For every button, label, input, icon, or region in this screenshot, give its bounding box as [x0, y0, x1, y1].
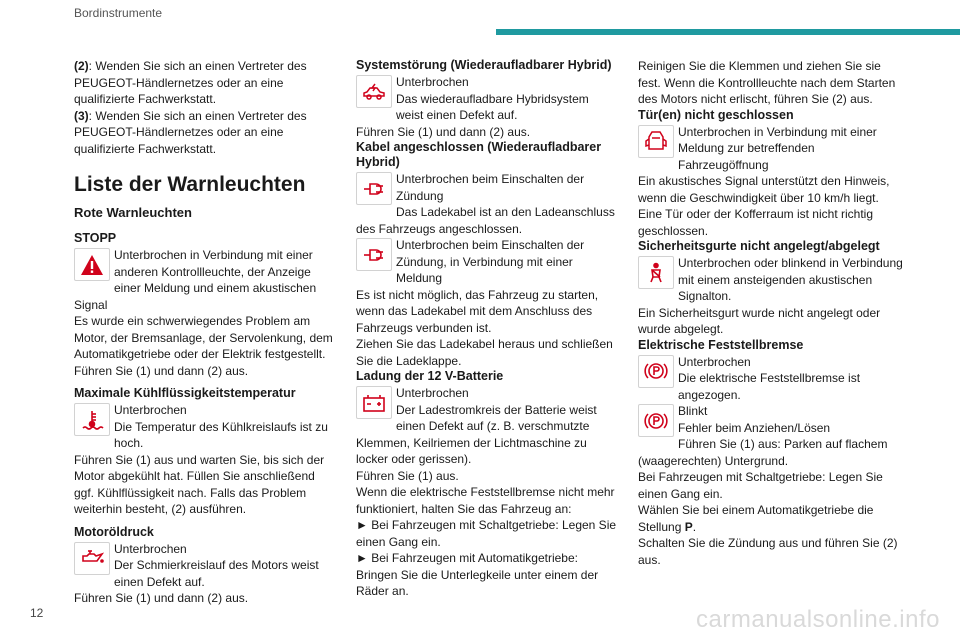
entry-status: Unterbrochen: [114, 403, 187, 417]
entry-desc: Das Ladekabel ist an den Ladeanschluss des Fahrzeugs angeschlossen.: [356, 205, 615, 236]
entry-desc: Die elektrische Feststellbremse ist angezogen.: [678, 371, 861, 402]
entry-title: Ladung der 12 V-Batterie: [356, 369, 504, 383]
oil-can-icon: [74, 542, 110, 575]
entry-action: Führen Sie (1) aus.: [356, 468, 459, 483]
entry-status: Unterbrochen oder blinkend in Verbindung mit einem ansteigenden akustischen Signalton.: [678, 256, 903, 303]
entry-coolant: [74, 386, 336, 518]
entry-battery: [356, 369, 618, 600]
entry-action: Wählen Sie bei einem Automatikgetriebe die Stellung P.: [638, 503, 874, 534]
warning-triangle-icon: [74, 248, 110, 281]
entry-status: Unterbrochen: [678, 354, 751, 369]
section-title: Liste der Warnleuchten: [74, 173, 306, 196]
header-accent-bar: [496, 29, 960, 35]
entry-status: Unterbrochen: [396, 386, 469, 400]
running-header: Bordinstrumente: [74, 6, 163, 20]
subsection-title: Rote Warnleuchten: [74, 205, 192, 220]
coolant-temperature-icon: [74, 403, 110, 436]
entry-status: Unterbrochen in Verbindung mit einer Meldung zur betreffenden Fahrzeugöffnung: [678, 124, 877, 172]
entry-action: Bei Fahrzeugen mit Schaltgetriebe: Legen Sie einen Gang ein.: [638, 470, 883, 501]
entry-status: Blinkt: [678, 404, 708, 418]
entry-action: Führen Sie (1) aus und warten Sie, bis sich der Motor abgekühlt hat. Füllen Sie anschließend ggf. Kühlflüssigkeit nach. Falls das Problem weiterhin besteht, (2) ausführen.: [74, 452, 325, 516]
parking-brake-icon: [638, 404, 674, 437]
entry-action: Ziehen Sie das Ladekabel heraus und schließen Sie die Ladeklappe.: [356, 337, 613, 368]
parking-brake-icon: [638, 355, 674, 388]
entry-hybrid-fault: [356, 58, 618, 140]
entry-cable-connected: [356, 140, 618, 369]
entry-desc: Es wurde ein schwerwiegendes Problem am Motor, der Bremsanlage, der Servolenkung, dem Automatikgetriebe oder der Elektrik festgestellt.: [74, 314, 333, 361]
entry-desc: Das wiederaufladbare Hybridsystem weist einen Defekt auf.: [396, 91, 589, 122]
entry-title: Tür(en) nicht geschlossen: [638, 107, 794, 122]
entry-status: Unterbrochen in Verbindung mit einer anderen Kontrollleuchte, der Anzeige einer Meldung und einem akustischen Signal: [74, 248, 317, 312]
entry-action: Führen Sie (1) aus: Parken auf flachem (waagerechten) Untergrund.: [638, 437, 888, 468]
entry-status: Unterbrochen: [114, 541, 187, 556]
intro-note-2: (2): Wenden Sie sich an einen Vertreter des PEUGEOT-Händlernetzes oder an eine qualifizierte Fachwerkstatt.: [74, 59, 307, 106]
entry-status: Unterbrochen beim Einschalten der Zündung, in Verbindung mit einer Meldung: [396, 238, 585, 285]
bullet-item: ► Bei Fahrzeugen mit Automatikgetriebe: Bringen Sie die Unterlegkeile unter einem der Räder an.: [356, 551, 599, 598]
charging-plug-icon: [356, 238, 392, 271]
entry-desc: Die Temperatur des Kühlkreislaufs ist zu hoch.: [114, 419, 328, 450]
entry-doors: [638, 108, 904, 240]
entry-status: Unterbrochen: [396, 75, 469, 89]
bullet-item: ► Bei Fahrzeugen mit Schaltgetriebe: Legen Sie einen Gang ein.: [356, 518, 617, 549]
entry-desc: Ein Sicherheitsgurt wurde nicht angelegt oder wurde abgelegt.: [638, 305, 881, 336]
battery-continued: Reinigen Sie die Klemmen und ziehen Sie sie fest. Wenn die Kontrollleuchte nach dem Starten des Motors nicht erlischt, führen Sie (2) aus.: [638, 59, 896, 106]
entry-action: Wenn die elektrische Feststellbremse nicht mehr funktioniert, halten Sie das Fahrzeug an:: [356, 485, 615, 516]
entry-title: Kabel angeschlossen (Wiederaufladbarer Hybrid): [356, 140, 602, 169]
intro-note-3: (3): Wenden Sie sich an einen Vertreter des PEUGEOT-Händlernetzes oder an eine qualifizierte Fachwerkstatt.: [74, 108, 307, 156]
column-1: [74, 58, 336, 607]
charging-plug-icon: [356, 172, 392, 205]
door-open-icon: [638, 125, 674, 158]
entry-desc: Der Ladestromkreis der Batterie weist einen Defekt auf (z. B. verschmutzte Klemmen, Keilriemen der Lichtmaschine zu locker oder gerissen).: [356, 402, 597, 466]
entry-action: Schalten Sie die Zündung aus und führen Sie (2) aus.: [638, 536, 898, 567]
watermark: carmanualsonline.info: [696, 606, 940, 633]
entry-action: Führen Sie (1) und dann (2) aus.: [356, 124, 531, 139]
entry-title: Elektrische Feststellbremse: [638, 337, 804, 352]
entry-oil-pressure: [74, 525, 336, 607]
entry-title: Motoröldruck: [74, 524, 154, 539]
entry-stop: [74, 231, 336, 379]
page-number: 12: [30, 606, 44, 620]
column-2: [356, 58, 618, 600]
hybrid-system-icon: [356, 75, 392, 108]
entry-desc: Fehler beim Anziehen/Lösen: [678, 420, 831, 435]
entry-desc: Ein akustisches Signal unterstützt den Hinweis, wenn die Geschwindigkeit über 10 km/h liegt.: [638, 174, 890, 205]
entry-action: Führen Sie (1) und dann (2) aus.: [74, 363, 249, 378]
entry-seatbelt: [638, 239, 904, 338]
entry-action: Führen Sie (1) und dann (2) aus.: [74, 591, 249, 605]
seatbelt-icon: [638, 256, 674, 289]
entry-title: Systemstörung (Wiederaufladbarer Hybrid): [356, 58, 612, 72]
entry-desc: Der Schmierkreislauf des Motors weist einen Defekt auf.: [114, 558, 319, 589]
entry-desc: Es ist nicht möglich, das Fahrzeug zu starten, wenn das Ladekabel mit dem Anschluss des Fahrzeugs verbunden ist.: [356, 287, 599, 335]
entry-title: STOPP: [74, 231, 117, 245]
entry-title: Maximale Kühlflüssigkeitstemperatur: [74, 386, 296, 400]
entry-status: Unterbrochen beim Einschalten der Zündung: [396, 172, 585, 203]
entry-title: Sicherheitsgurte nicht angelegt/abgelegt: [638, 239, 880, 253]
battery-icon: [356, 386, 392, 419]
column-3: [638, 58, 904, 568]
entry-parking-brake: [638, 338, 904, 569]
entry-desc: Eine Tür oder der Kofferraum ist nicht richtig geschlossen.: [638, 207, 873, 238]
